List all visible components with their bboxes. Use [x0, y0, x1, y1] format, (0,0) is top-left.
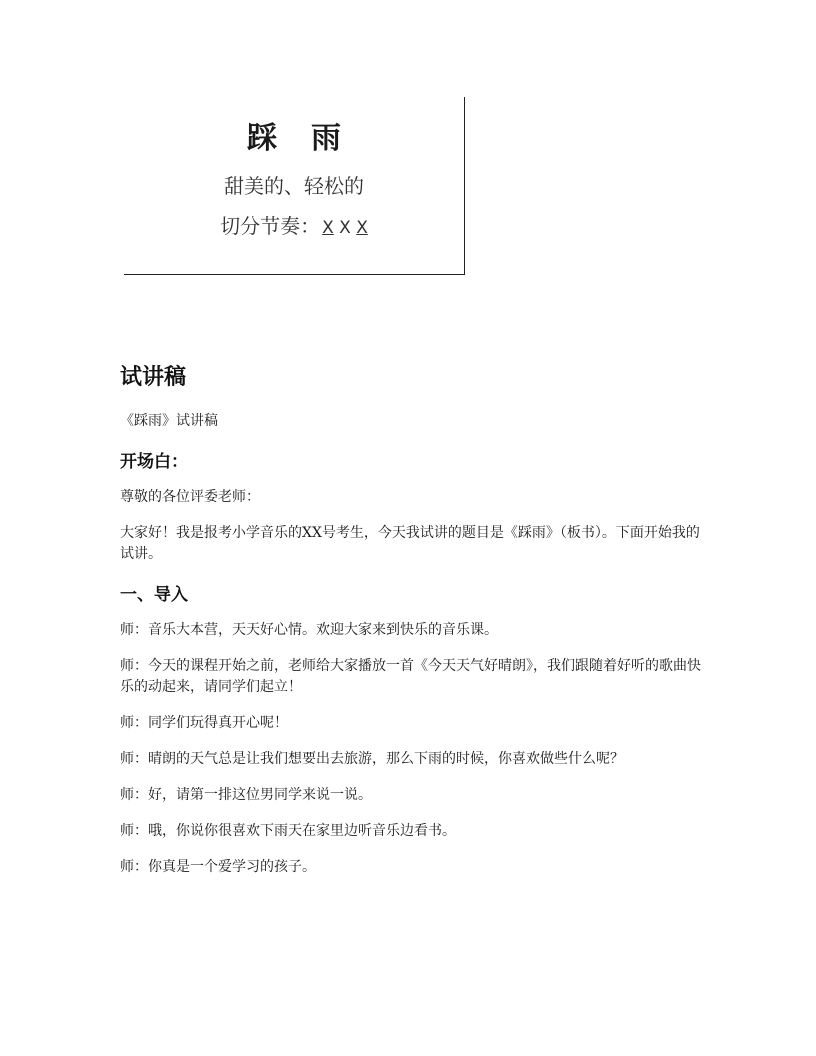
document-title: 试讲稿 [120, 365, 187, 390]
document-body [120, 360, 710, 893]
board-mood-line: 甜美的、轻松的 [224, 174, 364, 198]
dialogue-paragraph: 师：好，请第一排这位男同学来说一说。 [120, 787, 372, 803]
intro-paragraph: 大家好！我是报考小学音乐的XX号考生，今天我试讲的题目是《踩雨》（板书）。下面开始我的试讲。 [120, 525, 700, 562]
dialogue-paragraph: 师：你真是一个爱学习的孩子。 [120, 859, 316, 875]
document-subtitle: 《踩雨》试讲稿 [120, 413, 218, 429]
dialogue-paragraph: 师：哦，你说你很喜欢下雨天在家里边听音乐边看书。 [120, 823, 456, 839]
board-title: 踩雨 [247, 121, 375, 156]
rhythm-label: 切分节奏： [220, 214, 321, 238]
greeting: 尊敬的各位评委老师： [120, 489, 260, 505]
blackboard-design [124, 97, 465, 275]
dialogue-paragraph: 师：今天的课程开始之前，老师给大家播放一首《今天天气好晴朗》，我们跟随着好听的歌曲快乐的动起来，请同学们起立！ [120, 658, 701, 695]
dialogue-paragraph: 师：晴朗的天气总是让我们想要出去旅游，那么下雨的时候，你喜欢做些什么呢？ [120, 751, 624, 767]
rhythm-note: X [356, 218, 368, 238]
syncopation-rhythm [322, 218, 368, 238]
dialogue-paragraph: 师：同学们玩得真开心呢！ [120, 715, 288, 731]
section-heading-intro: 一、导入 [120, 585, 188, 605]
dialogue-paragraph: 师：音乐大本营，天天好心情。欢迎大家来到快乐的音乐课。 [120, 622, 498, 638]
opening-heading: 开场白： [120, 452, 188, 472]
rhythm-note: X [322, 218, 334, 238]
rhythm-note: X [339, 218, 351, 238]
board-rhythm-line [124, 210, 464, 239]
